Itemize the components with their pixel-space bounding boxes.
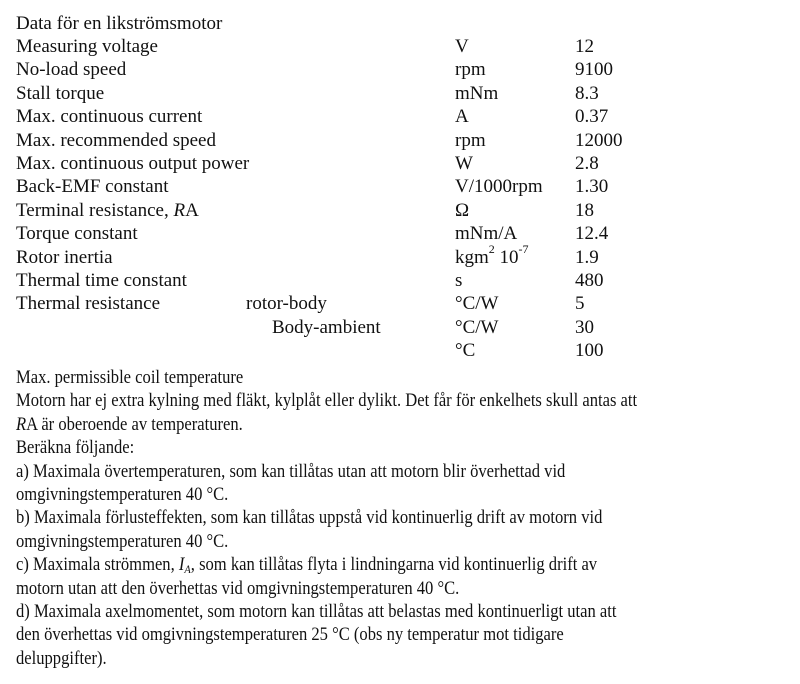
table-row: [0, 105, 800, 129]
value-label: 1.30: [575, 176, 609, 198]
unit-label: W: [455, 153, 473, 174]
table-row: [0, 339, 800, 363]
sub-parameter-label: rotor-body: [246, 293, 327, 315]
parameter-label: Stall torque: [16, 82, 105, 104]
intro-text-line: [16, 413, 714, 436]
table-row: [0, 82, 800, 106]
unit-base: kgm: [455, 246, 489, 268]
intro-text-rest: A är oberoende av temperaturen.: [26, 413, 243, 435]
table-row: [0, 152, 800, 176]
value-label: 9100: [575, 59, 613, 81]
unit-label: [455, 242, 529, 270]
value-label: 12000: [575, 129, 623, 151]
table-row: [0, 292, 800, 316]
parameter-label: Max. recommended speed: [16, 129, 216, 151]
question-d-line: deluppgifter).: [16, 647, 107, 669]
table-row: [0, 175, 800, 199]
question-c-prefix: c) Maximala strömmen,: [16, 554, 179, 576]
value-label: 30: [575, 316, 594, 338]
table-row: [0, 269, 800, 293]
unit-label: V: [455, 36, 469, 57]
unit-exponent: 2: [488, 242, 495, 257]
value-label: 2.8: [575, 153, 599, 174]
parameter-label: Torque constant: [16, 223, 138, 245]
question-c-suffix: , som kan tillåtas flyta i lindningarna vid kontinuerlig drift av: [190, 554, 598, 576]
value-label: 480: [575, 270, 604, 291]
unit-label: rpm: [455, 129, 486, 151]
table-row: [0, 35, 800, 59]
table-row: [0, 316, 800, 340]
parameter-label: No-load speed: [16, 59, 127, 81]
value-label: 12: [575, 36, 594, 57]
current-subscript: A: [184, 562, 191, 577]
table-row: [0, 58, 800, 82]
question-d-line: d) Maximala axelmomentet, som motorn kan tillåtas att belastas med kontinuerligt utan att: [16, 600, 617, 622]
value-label: 0.37: [575, 106, 609, 128]
question-b-line: b) Maximala förlusteffekten, som kan tillåtas uppstå vid kontinuerlig drift av motorn vid: [16, 507, 603, 529]
unit-label: V/1000rpm: [455, 176, 543, 198]
unit-label: A: [455, 106, 469, 128]
unit-label: mNm: [455, 82, 499, 104]
unit-label: s: [455, 270, 463, 291]
coil-temperature-label: Max. permissible coil temperature: [16, 367, 244, 388]
question-d-line: den överhettas vid omgivningstemperaturen 25 °C (obs ny temperatur mot tidigare: [16, 624, 564, 646]
document-title: Data för en likströmsmotor: [16, 13, 223, 34]
parameter-label: Thermal resistance: [16, 293, 161, 315]
intro-text-line: Motorn har ej extra kylning med fläkt, kylplåt eller dylikt. Det får för enkelhets skull antas att: [16, 390, 638, 412]
sub-parameter-label: Body-ambient: [272, 316, 381, 338]
question-b-line: omgivningstemperaturen 40 °C.: [16, 530, 229, 552]
value-label: 1.9: [575, 246, 599, 268]
problem-text: [16, 366, 714, 670]
parameter-label: Back-EMF constant: [16, 176, 169, 198]
unit-multiplier-exponent: -7: [518, 242, 529, 257]
current-symbol: I: [178, 554, 185, 576]
parameter-prefix: Terminal resistance,: [16, 199, 174, 221]
value-label: 18: [575, 199, 594, 221]
question-a-line: omgivningstemperaturen 40 °C.: [16, 483, 229, 505]
resistance-subscript: A: [185, 199, 199, 221]
unit-multiplier: 10: [494, 246, 519, 268]
value-label: 100: [575, 340, 604, 362]
table-row: [0, 222, 800, 246]
parameter-label: Thermal time constant: [16, 270, 187, 291]
table-row: [0, 242, 800, 270]
value-label: 8.3: [575, 82, 599, 104]
unit-label: mNm/A: [455, 223, 518, 245]
unit-label: rpm: [455, 59, 486, 81]
value-label: 5: [575, 293, 585, 315]
question-c-line: motorn utan att den överhettas vid omgivningstemperaturen 40 °C.: [16, 577, 460, 599]
parameter-label: Measuring voltage: [16, 36, 158, 57]
parameter-label: Max. continuous output power: [16, 153, 250, 174]
resistance-symbol: R: [173, 199, 186, 221]
question-a-line: a) Maximala övertemperaturen, som kan tillåtas utan att motorn blir överhettad vid: [16, 460, 566, 482]
value-label: 12.4: [575, 223, 609, 245]
unit-label: °C/W: [455, 316, 499, 338]
parameter-label: Rotor inertia: [16, 246, 113, 268]
calculate-heading: Beräkna följande:: [16, 437, 135, 459]
resistance-symbol: R: [16, 413, 27, 435]
parameter-label: Max. continuous current: [16, 106, 203, 128]
unit-label: Ω: [455, 199, 470, 221]
parameter-label: [16, 199, 199, 223]
question-c-line: [16, 553, 714, 576]
table-row: [0, 199, 800, 223]
unit-label: °C: [455, 340, 476, 362]
unit-label: °C/W: [455, 293, 499, 315]
table-row: [0, 129, 800, 153]
